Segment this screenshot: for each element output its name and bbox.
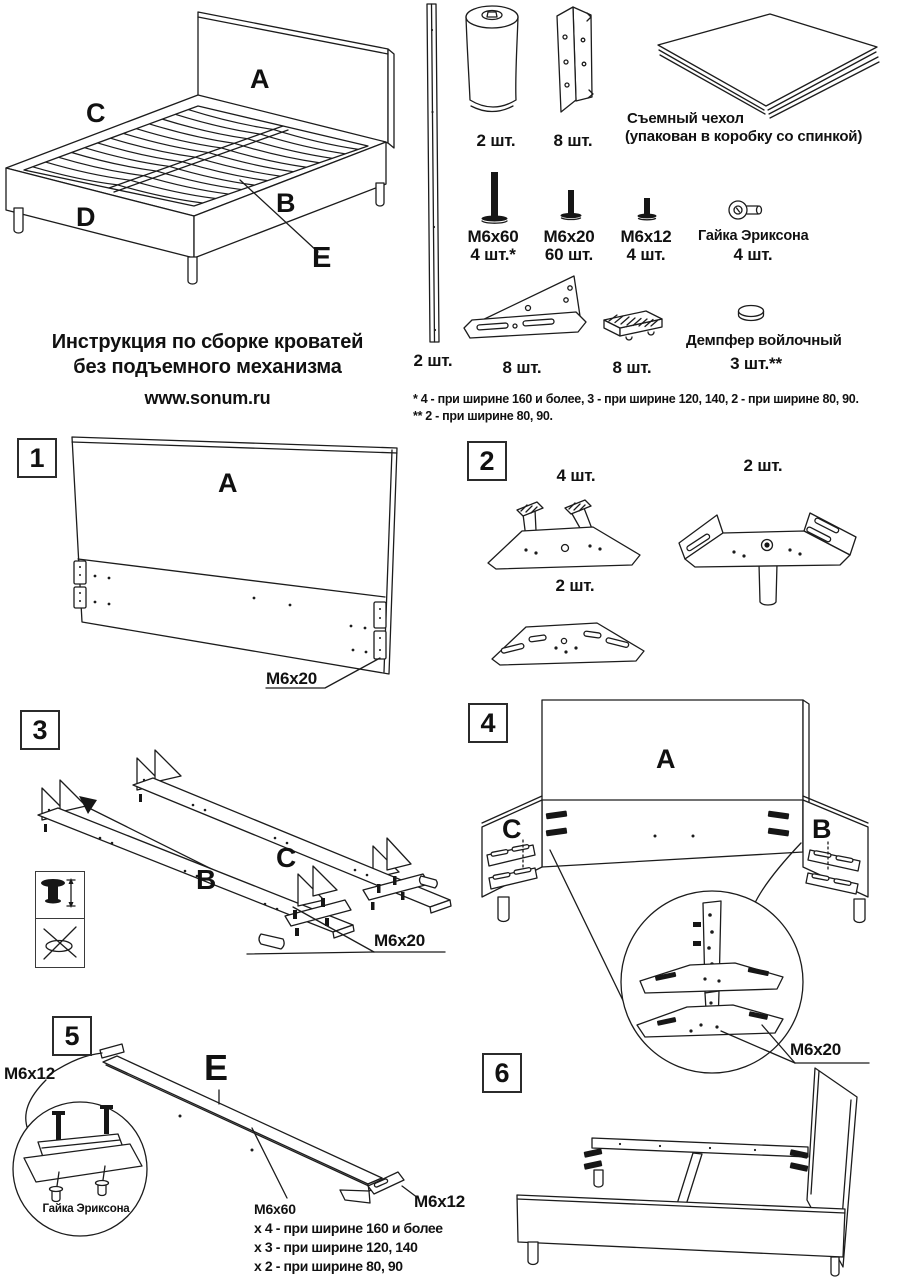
bolt-m6x12-qty: 4 шт. [626,245,666,264]
doc-title-line2: без подъемного механизма [73,356,342,378]
bed-label-b: B [276,188,296,218]
step2-qty-top: 4 шт. [556,466,596,485]
step3-callout-m6x20: M6x20 [374,931,425,950]
corner-plate-qty: 8 шт. [502,358,542,377]
leg-orientation-correct-box [35,871,85,921]
felt-damper-name: Демпфер войлочный [686,332,842,349]
angle-bracket-qty: 8 шт. [553,131,593,150]
erikson-nut-qty: 4 шт. [733,245,773,264]
bed-label-d: D [76,202,96,232]
leg-qty: 2 шт. [476,131,516,150]
bed-label-e: E [312,242,332,274]
bolt-m6x20-icon [556,188,588,224]
cover-part-icon [640,8,892,120]
step2-plate-with-leg [679,513,856,605]
step5-label-e: E [204,1047,228,1088]
step5-nut-label: Гайка Эриксона [42,1203,130,1215]
bed-label-a: A [250,64,270,94]
step4-detail-circle [621,891,803,1073]
step4-label-c: C [502,814,522,844]
cover-name: Съемный чехол [627,110,744,127]
step5-m6x60-line3: x 3 - при ширине 120, 140 [254,1239,418,1255]
slat-qty: 2 шт. [413,351,453,370]
rail-c [133,750,451,913]
felt-damper-icon [736,302,772,330]
bolt-m6x20-qty: 60 шт. [544,245,594,264]
step-2-number: 2 [467,441,507,481]
doc-title-line1: Инструкция по сборке кроватей [51,331,364,353]
leg-wrong-icon [36,919,84,967]
step-1-number: 1 [17,438,57,478]
felt-damper-qty: 3 шт.** [730,354,782,373]
step2-top-plate [488,500,640,569]
step6-frame-illustration [460,1058,900,1278]
step-6-number: 6 [482,1053,522,1093]
angle-bracket-part-icon [547,2,601,120]
leg-part-icon [462,2,524,120]
step-4-number: 4 [468,703,508,743]
step1-left-brackets [74,561,86,608]
step5-m6x60-line1: M6x60 [254,1201,296,1217]
step5-m6x60-line4: x 2 - при ширине 80, 90 [254,1258,403,1274]
step4-label-a: A [656,744,676,774]
bolt-m6x20-name: M6x20 [543,227,595,246]
footnote-2: ** 2 - при ширине 80, 90. [413,409,553,423]
step5-m6x60-line2: x 4 - при ширине 160 и более [254,1220,443,1236]
leg-correct-icon [36,872,84,920]
pad-part-icon [596,306,670,348]
step2-qty-bottom: 2 шт. [555,576,595,595]
step2-bottom-plate [492,623,644,665]
bolt-m6x60-icon [476,170,514,228]
step4-assembly-illustration [465,695,900,1087]
step4-label-b: B [812,814,832,844]
step4-callout-m6x20: M6x20 [790,1040,841,1059]
step3-label-b: B [196,864,217,895]
footnote-1: * 4 - при ширине 160 и более, 3 - при ширине 120, 140, 2 - при ширине 80, 90. [413,392,859,406]
step6-center-beam [677,1153,702,1205]
step1-callout-m6x20: M6x20 [266,669,317,688]
bolt-m6x60-qty: 4 шт.* [470,245,516,264]
step2-qty-right: 2 шт. [743,456,783,475]
step5-callout-m6x12-left: M6x12 [4,1064,55,1083]
step6-front-rail [517,1195,845,1276]
bed-label-c: C [86,98,106,128]
slat-part-icon [418,0,464,350]
erikson-nut-icon [727,198,765,224]
website-url: www.sonum.ru [144,388,271,408]
step2-plates-illustration [468,452,892,687]
cover-note: (упакован в коробку со спинкой) [625,128,863,145]
step5-callout-m6x12-right: M6x12 [414,1192,465,1211]
pad-qty: 8 шт. [612,358,652,377]
erikson-nut-name: Гайка Эриксона [698,228,809,244]
step5-detail-circle [13,1102,147,1236]
step1-label-a: A [218,468,238,498]
step1-right-brackets [374,602,386,659]
corner-plate-part-icon [460,270,592,352]
bolt-m6x12-name: M6x12 [620,227,672,246]
step-3-number: 3 [20,710,60,750]
step4-headboard [542,700,809,867]
bed-overview-illustration [0,0,400,312]
bolt-m6x60-name: M6x60 [467,227,519,246]
leg-orientation-wrong-box [35,918,85,968]
step3-label-c: C [276,842,297,873]
step-5-number: 5 [52,1016,92,1056]
bolt-m6x12-icon [633,196,663,224]
